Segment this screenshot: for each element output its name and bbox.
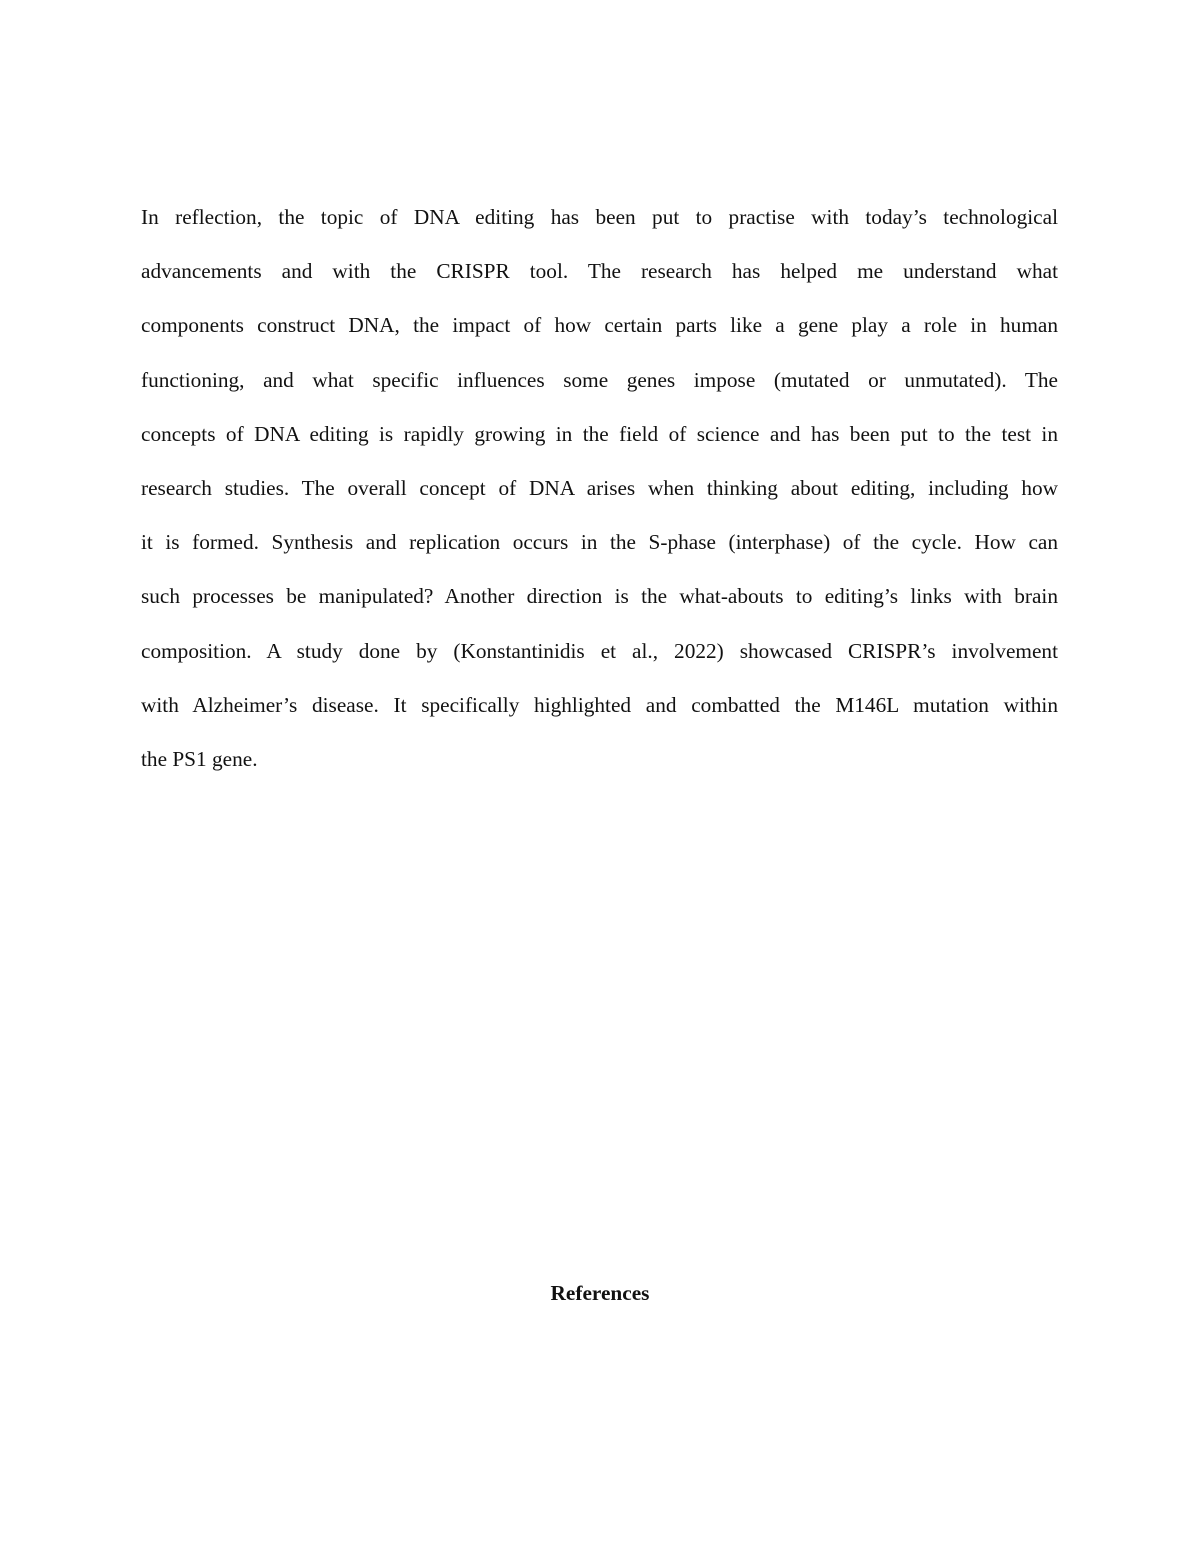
paragraph-line-4: functioning, and what specific influences some genes impose (mutated or unmutated). The [141, 367, 1058, 392]
paragraph-line-3: components construct DNA, the impact of how certain parts like a gene play a role in human [141, 313, 1058, 338]
paragraph-line-6: research studies. The overall concept of DNA arises when thinking about editing, including how [141, 475, 1058, 500]
paragraph-line-9: composition. A study done by (Konstantinidis et al., 2022) showcased CRISPR’s involvement [141, 638, 1058, 663]
paragraph-line-10: with Alzheimer’s disease. It specifically highlighted and combatted the M146L mutation within [141, 692, 1058, 717]
paragraph-line-1: In reflection, the topic of DNA editing has been put to practise with today’s technological [141, 205, 1058, 229]
paragraph-line-8: such processes be manipulated? Another direction is the what-abouts to editing’s links with brain [141, 584, 1058, 609]
paragraph-line-5: concepts of DNA editing is rapidly growing in the field of science and has been put to the test in [141, 421, 1058, 446]
reflection-paragraph [141, 190, 1058, 786]
paragraph-line-2: advancements and with the CRISPR tool. The research has helped me understand what [141, 259, 1058, 284]
paragraph-line-11: the PS1 gene. [141, 746, 258, 771]
paragraph-line-7: it is formed. Synthesis and replication occurs in the S-phase (interphase) of the cycle. How can [141, 530, 1058, 555]
references-heading: References [550, 1281, 650, 1305]
